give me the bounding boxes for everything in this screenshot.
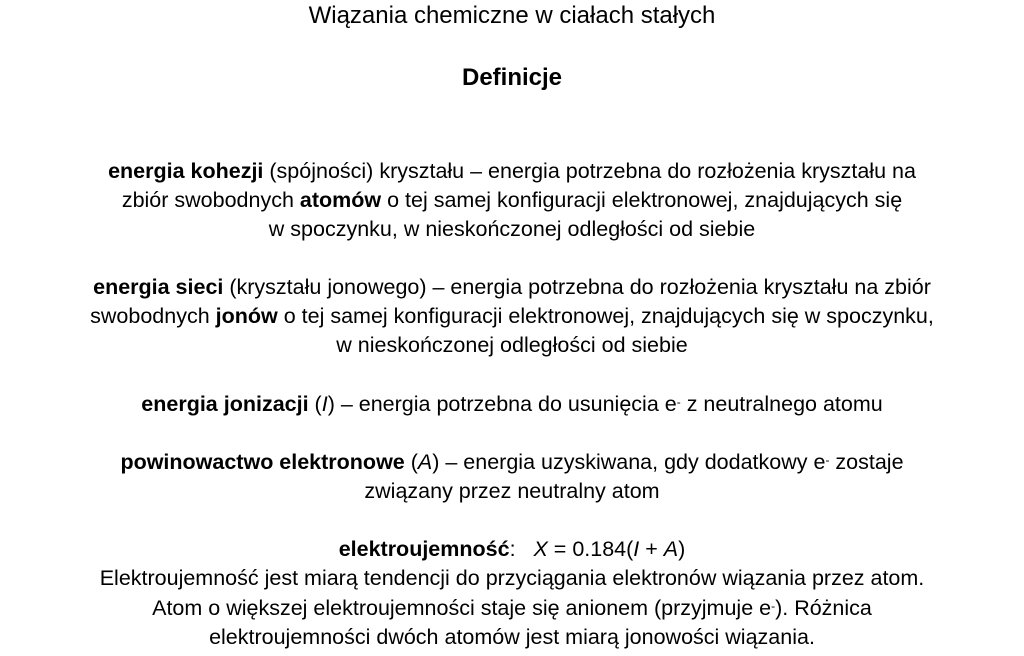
electronegativity-line-2: Elektroujemność jest miarą tendencji do przyciągania elektronów wiązania przez atom. — [99, 566, 925, 590]
cohesion-definition-line-1 — [0, 157, 1024, 185]
lattice-text-2b: o tej samej konfiguracji elektronowej, znajdujących się w spoczynku, — [277, 304, 934, 328]
lattice-text-2a: swobodnych — [90, 304, 216, 328]
section-heading: Definicje — [461, 64, 563, 91]
ionization-rest: z neutralnego atomu — [680, 392, 883, 416]
formula-symbol-x: X — [533, 537, 548, 561]
lattice-text-1: (kryształu jonowego) – energia potrzebna do rozłożenia kryształu na zbiór — [223, 275, 931, 299]
page-title: Wiązania chemiczne w ciałach stałych — [308, 2, 716, 29]
lattice-term: energia sieci — [93, 275, 224, 299]
electronegativity-text-3a: Atom o większej elektroujemności staje się anionem (przyjmuje e — [152, 596, 772, 620]
ionization-term: energia jonizacji — [141, 392, 309, 416]
ionization-text: ) – energia potrzebna do usunięcia e — [327, 392, 677, 416]
cohesion-text-2b: o tej samej konfiguracji elektronowej, znajdujących się — [381, 188, 903, 212]
ionization-symbol: I — [321, 392, 328, 416]
formula-colon: : — [509, 537, 534, 561]
lattice-definition-line-3: w nieskończonej odległości od siebie — [336, 333, 688, 357]
affinity-text-rest: zostaje — [829, 450, 904, 474]
lattice-ions-term: jonów — [215, 304, 278, 328]
cohesion-atoms-term: atomów — [299, 188, 382, 212]
electron-charge-superscript: - — [676, 395, 681, 409]
electronegativity-text-3b: ). Różnica — [775, 596, 872, 620]
affinity-definition-line-2: związany przez neutralny atom — [364, 479, 660, 503]
cohesion-definition-line-3: w spoczynku, w nieskończonej odległości od siebie — [268, 217, 756, 241]
lattice-definition-line-1 — [0, 273, 1024, 301]
electron-charge-superscript: - — [825, 453, 830, 467]
electronegativity-formula — [0, 535, 1024, 563]
cohesion-text-1: (spójności) kryształu – energia potrzebna do rozłożenia kryształu na — [263, 159, 916, 183]
lattice-definition-line-2 — [0, 302, 1024, 330]
cohesion-definition-line-2 — [0, 186, 1024, 214]
electronegativity-line-4: elektroujemności dwóch atomów jest miarą jonowości wiązania. — [209, 625, 815, 649]
affinity-text-1: ) – energia uzyskiwana, gdy dodatkowy e — [432, 450, 826, 474]
electronegativity-term: elektroujemność — [338, 537, 510, 561]
cohesion-text-2a: zbiór swobodnych — [121, 188, 300, 212]
affinity-definition-line-1 — [0, 448, 1024, 476]
cohesion-term: energia kohezji — [108, 159, 264, 183]
electron-charge-superscript: - — [771, 599, 776, 613]
ionization-paren-open: ( — [308, 392, 322, 416]
formula-close: ) — [678, 537, 686, 561]
affinity-symbol: A — [417, 450, 433, 474]
formula-coefficient: = 0.184( — [547, 537, 634, 561]
ionization-definition — [0, 390, 1024, 418]
electronegativity-line-3 — [0, 594, 1024, 622]
formula-symbol-i: I — [633, 537, 640, 561]
affinity-paren-open: ( — [404, 450, 418, 474]
formula-symbol-a: A — [663, 537, 679, 561]
formula-plus: + — [639, 537, 664, 561]
affinity-term: powinowactwo elektronowe — [120, 450, 405, 474]
